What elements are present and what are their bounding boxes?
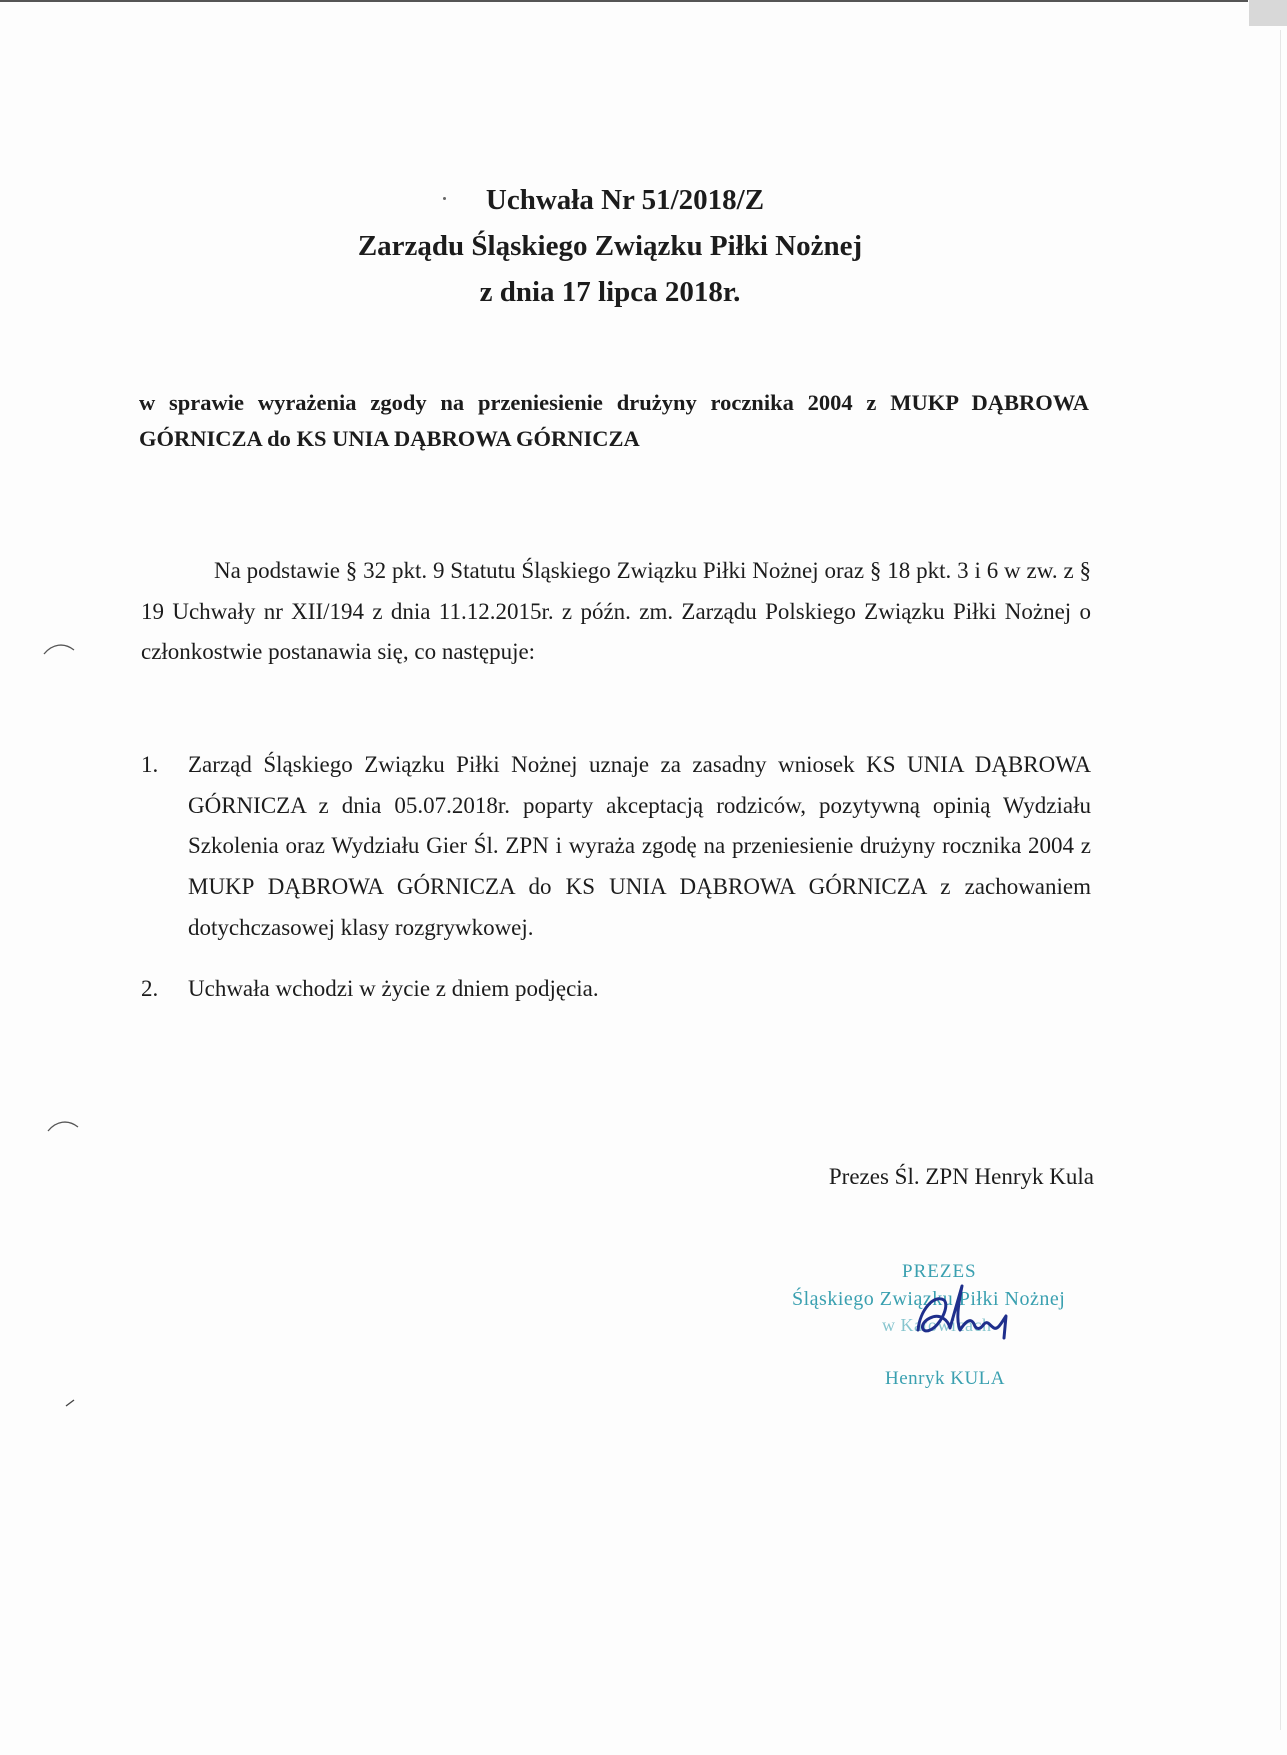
point-text: Uchwała wchodzi w życie z dniem podjęcia. [188, 975, 599, 1001]
signatory-line: Prezes Śl. ZPN Henryk Kula [828, 1164, 1094, 1189]
stamp-title: PREZES [902, 1261, 977, 1282]
stamp-organization: Śląskiego Związku Piłki Nożnej [792, 1288, 1066, 1310]
point-text: Zarząd Śląskiego Związku Piłki Nożnej uznaje za zasadny wniosek KS UNIA DĄBROWA GÓRNICZA z dnia 05.07.2018r. poparty akceptacją rodziców, pozytywną opinią Wydziału Szkolenia oraz Wydziału Gier Śl. ZPN i wyraża zgodę na przeniesienie drużyny rocznika 2004 z MUKP DĄBROWA GÓRNICZA do KS UNIA DĄBROWA GÓRNICZA z zachowaniem dotychczasowej klasy rozgrywkowej. [188, 752, 1091, 940]
resolution-subject: w sprawie wyrażenia zgody na przeniesienie drużyny rocznika 2004 z MUKP DĄBROWA GÓRNICZA do KS UNIA DĄBROWA GÓRNICZA [139, 390, 1089, 451]
resolution-number: Uchwała Nr 51/2018/Z [485, 184, 765, 216]
resolution-points [141, 745, 1091, 1009]
resolution-point-2 [141, 969, 1091, 1010]
resolution-authority: Zarządu Śląskiego Związku Piłki Nożnej [357, 230, 863, 262]
binder-hole-mark [42, 640, 76, 656]
resolution-point-1 [141, 745, 1091, 949]
binder-hole-mark [46, 1117, 80, 1133]
point-number: 2. [141, 975, 159, 1001]
handwritten-signature [900, 1280, 1020, 1342]
scan-speck [64, 1398, 76, 1408]
scan-top-edge [0, 0, 1248, 2]
scan-right-edge [1280, 30, 1281, 1730]
resolution-date: z dnia 17 lipca 2018r. [479, 276, 741, 308]
stamp-name: Henryk KULA [885, 1368, 1006, 1389]
scan-corner [1249, 0, 1287, 26]
legal-basis-paragraph: Na podstawie § 32 pkt. 9 Statutu Śląskiego Związku Piłki Nożnej oraz § 18 pkt. 3 i 6 w zw. z § 19 Uchwały nr XII/194 z dnia 11.12.2015r. z późn. zm. Zarządu Polskiego Związku Piłki Nożnej o członkostwie postanawia się, co następuje: [141, 558, 1091, 664]
point-number: 1. [141, 752, 159, 777]
stamp-location: w Katowicach [882, 1315, 992, 1335]
